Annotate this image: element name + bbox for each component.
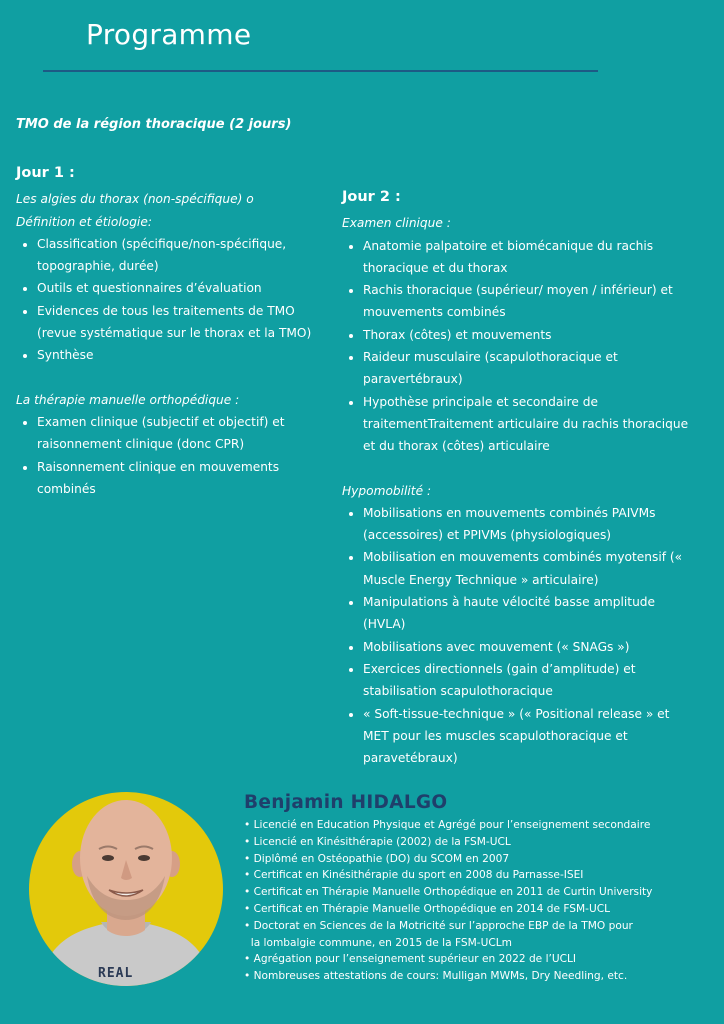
portrait-illustration (29, 792, 223, 986)
instructor-name: Benjamin HIDALGO (244, 792, 448, 813)
day1-section2-title: La thérapie manuelle orthopédique : (16, 392, 240, 407)
page-title: Programme (86, 18, 252, 51)
list-item: • Outils et questionnaires d’évaluation (37, 277, 316, 299)
credential-item: • Certificat en Kinésithérapie du sport en 2008 du Parnasse-ISEI (244, 869, 584, 882)
list-item: • Manipulations à haute vélocité basse amplitude (HVLA) (363, 591, 697, 636)
day2-section2-title: Hypomobilité : (342, 483, 432, 498)
list-item: • Mobilisations en mouvements combinés PAIVMs (accessoires) et PPIVMs (physiologiques) (363, 502, 697, 547)
day2-section2-list (342, 502, 697, 770)
list-item: • « Soft-tissue-technique » (« Positional release » et MET pour les muscles scapulothoracique et paravetébraux) (363, 703, 697, 770)
list-item: • Rachis thoracique (supérieur/ moyen / inférieur) et mouvements combinés (363, 279, 697, 324)
list-item: • Exercices directionnels (gain d’amplitude) et stabilisation scapulothoracique (363, 658, 697, 703)
day1-section1-list (16, 233, 316, 367)
list-item: • Anatomie palpatoire et biomécanique du rachis thoracique et du thorax (363, 235, 697, 280)
credential-item: • Licencié en Kinésithérapie (2002) de la FSM-UCL (244, 835, 511, 848)
credentials-list (244, 817, 684, 985)
credential-item: • Licencié en Education Physique et Agrégé pour l’enseignement secondaire (244, 819, 651, 831)
credential-item: • Certificat en Thérapie Manuelle Orthopédique en 2011 de Curtin University (244, 886, 653, 899)
day1-section1-title: Les algies du thorax (non-spécifique) o Définition et étiologie: (16, 192, 254, 229)
list-item: • Raisonnement clinique en mouvements combinés (37, 456, 316, 501)
instructor-photo (29, 792, 223, 986)
spacer (342, 458, 697, 480)
list-item: • Classification (spécifique/non-spécifique, topographie, durée) (37, 233, 316, 278)
course-title: TMO de la région thoracique (2 jours) (16, 117, 292, 132)
list-item: • Synthèse (37, 344, 316, 366)
list-item: • Mobilisations avec mouvement (« SNAGs ») (363, 636, 697, 658)
spacer (16, 367, 316, 389)
day1-column (16, 162, 316, 500)
list-item: • Examen clinique (subjectif et objectif) et raisonnement clinique (donc CPR) (37, 411, 316, 456)
day1-section2-list (16, 411, 316, 500)
credential-item: • Certificat en Thérapie Manuelle Orthopédique en 2014 de FSM-UCL (244, 902, 611, 915)
day2-heading: Jour 2 : (342, 189, 401, 205)
credential-item: • Nombreuses attestations de cours: Mulligan MWMs, Dry Needling, etc. (244, 970, 628, 983)
list-item: • Thorax (côtes) et mouvements (363, 324, 697, 346)
day1-heading: Jour 1 : (16, 165, 75, 181)
day2-section1-list (342, 235, 697, 458)
credential-item: • Agrégation pour l’enseignement supérieur en 2022 de l’UCLI (244, 953, 577, 966)
title-divider (43, 70, 598, 72)
day2-column (342, 186, 697, 769)
list-item: • Raideur musculaire (scapulothoracique et paravertébraux) (363, 346, 697, 391)
credential-item: • Doctorat en Sciences de la Motricité sur l’approche EBP de la TMO pour la lombalgie commune, en 2015 de la FSM-UCLm (244, 919, 633, 949)
list-item: • Hypothèse principale et secondaire de traitementTraitement articulaire du rachis thoracique et du thorax (côtes) articulaire (363, 391, 697, 458)
credential-item: • Diplômé en Ostéopathie (DO) du SCOM en 2007 (244, 852, 510, 865)
list-item: • Mobilisation en mouvements combinés myotensif (« Muscle Energy Technique » articulaire) (363, 546, 697, 591)
list-item: • Evidences de tous les traitements de TMO (revue systématique sur le thorax et la TMO) (37, 300, 316, 345)
day2-section1-title: Examen clinique : (342, 216, 451, 231)
shirt-text: REAL (98, 966, 134, 981)
